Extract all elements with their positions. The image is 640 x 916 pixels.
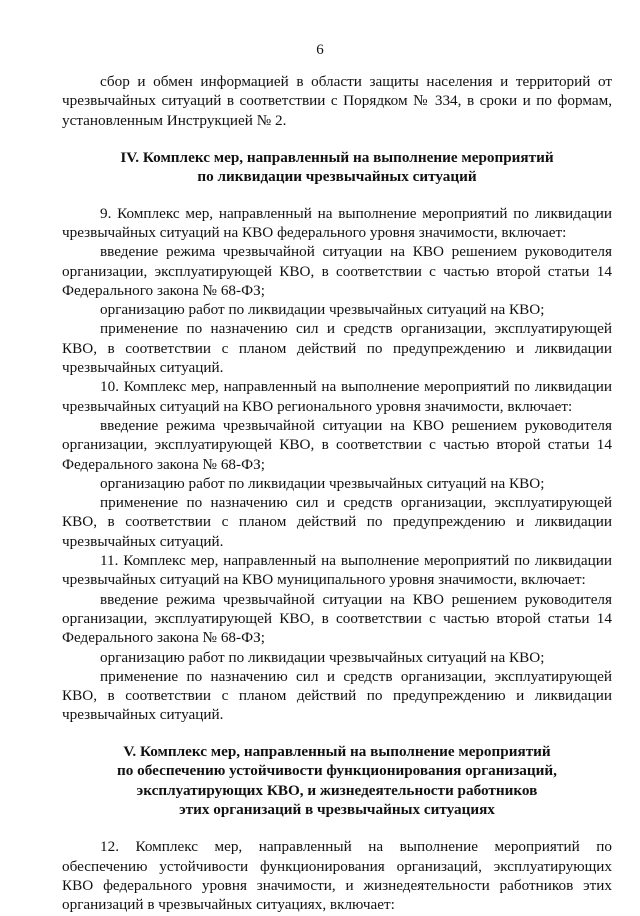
section-5-heading-line: эксплуатирующих КВО, и жизнедеятельности работников [136,781,538,799]
paragraph-11: 11. Комплекс мер, направленный на выполнение мероприятий по ликвидации чрезвычайных ситуаций на КВО муниципального уровня значимости, включает: [62,552,612,589]
paragraph-9: 9. Комплекс мер, направленный на выполнение мероприятий по ликвидации чрезвычайных ситуаций на КВО федерального уровня значимости, включает: [62,204,612,241]
paragraph-10: 10. Комплекс мер, направленный на выполнение мероприятий по ликвидации чрезвычайных ситуаций на КВО регионального уровня значимости, включает: [62,378,612,415]
section-5-heading-line: по обеспечению устойчивости функционирования организаций, [117,762,557,780]
paragraph-12: 12. Комплекс мер, направленный на выполнение мероприятий по обеспечению устойчивости функционирования организаций, эксплуатирующих КВО федерального уровня значимости, и жизнедеятельности работников этих организаций в чрезвычайных ситуациях, включает: [62,838,612,914]
section-4-heading-line: IV. Комплекс мер, направленный на выполнение мероприятий [120,148,554,166]
list-item: организацию работ по ликвидации чрезвычайных ситуаций на КВО; [100,301,545,319]
list-item: организацию работ по ликвидации чрезвычайных ситуаций на КВО; [100,648,545,666]
list-item: введение режима чрезвычайной ситуации на КВО решением руководителя организации, эксплуатирующей КВО, в соответствии с частью второй статьи 14 Федерального закона № 68-ФЗ; [62,590,612,647]
list-item: применение по назначению сил и средств организации, эксплуатирующей КВО, в соответствии с планом действий по предупреждению и ликвидации чрезвычайных ситуаций. [62,494,612,550]
section-5-heading-line: этих организаций в чрезвычайных ситуациях [179,800,495,818]
section-4-heading-line: по ликвидации чрезвычайных ситуаций [197,168,477,186]
list-item: введение режима чрезвычайной ситуации на КВО решением руководителя организации, эксплуатирующей КВО, в соответствии с частью второй статьи 14 Федерального закона № 68-ФЗ; [62,416,612,473]
section-5-heading-line: V. Комплекс мер, направленный на выполнение мероприятий [123,742,551,760]
list-item: применение по назначению сил и средств организации, эксплуатирующей КВО, в соответствии с планом действий по предупреждению и ликвидации чрезвычайных ситуаций. [62,320,612,377]
list-item: организацию работ по ликвидации чрезвычайных ситуаций на КВО; [100,474,545,492]
list-item: применение по назначению сил и средств организации, эксплуатирующей КВО, в соответствии с планом действий по предупреждению и ликвидации чрезвычайных ситуаций. [62,667,612,724]
section-4-heading [62,148,612,187]
list-item: введение режима чрезвычайной ситуации на КВО решением руководителя организации, эксплуатирующей КВО, в соответствии с частью второй статьи 14 Федерального закона № 68-ФЗ; [62,243,612,299]
page-number: 6 [316,42,324,58]
document-body [62,72,612,915]
section-5-heading [62,742,612,820]
intro-paragraph: сбор и обмен информацией в области защиты населения и территорий от чрезвычайных ситуаций в соответствии с Порядком № 334, в сроки и по формам, установленным Инструкцией № 2. [62,73,612,129]
